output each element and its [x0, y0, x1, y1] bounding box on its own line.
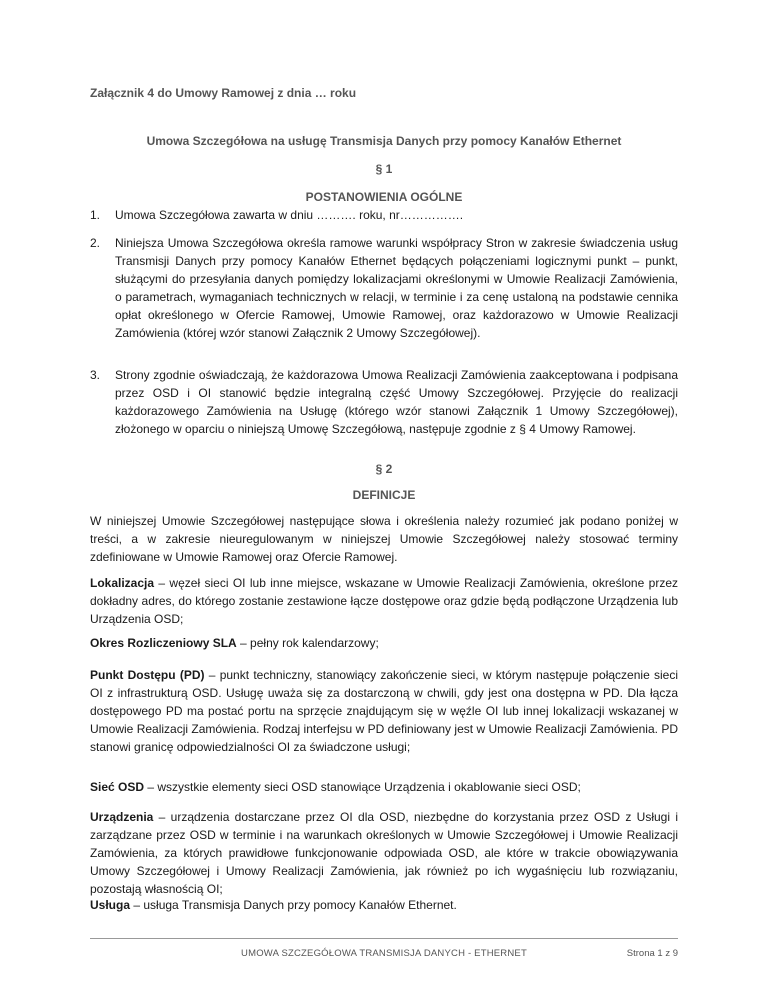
definition-term: Urządzenia	[90, 810, 154, 824]
list-item	[90, 234, 678, 342]
list-item-number: 1.	[90, 208, 101, 222]
definition-text: – usługa Transmisja Danych przy pomocy Kanałów Ethernet.	[130, 898, 457, 912]
page-number: Strona 1 z 9	[626, 948, 678, 959]
list-item	[90, 206, 678, 224]
definition-okres-rozliczeniowy	[90, 634, 678, 652]
list-item-text: Strony zgodnie oświadczają, że każdorazowa Umowa Realizacji Zamówienia zaakceptowana i podpisana przez OSD i OI stanowić będzie integralną część Umowy Szczegółowej. Przyjęcie do realizacji każdorazowego Zamówienia na Usługę (którego wzór stanowi Załącznik 1 Umowy Szczegółowej), złożonego w oparciu o niniejszą Umowę Szczegółową, następuje zgodnie z § 4 Umowy Ramowej.	[115, 368, 678, 436]
definition-siec-osd	[90, 778, 678, 796]
list-item-text: Niniejsza Umowa Szczegółowa określa ramowe warunki współpracy Stron w zakresie świadczenia usług Transmisji Danych przy pomocy Kanałów Ethernet będących połączeniami logicznymi punkt – punkt, służącymi do przesyłania danych pomiędzy lokalizacjami określonymi w Umowie Realizacji Zamówienia, o parametrach, wymaganiach technicznych w relacji, w terminie i za cenę ustaloną na podstawie cennika opłat określonego w Ofercie Ramowej, Umowie Ramowej, oraz każdorazowo w Umowie Realizacji Zamówienia (której wzór stanowi Załącznik 2 Umowy Szczegółowej).	[115, 236, 678, 340]
definitions-intro: W niniejszej Umowie Szczegółowej następujące słowa i określenia należy rozumieć jak podano poniżej w treści, a w zakresie nieuregulowanym w niniejszej Umowie Szczegółowej należy stosować terminy zdefiniowane w Umowie Ramowej oraz Ofercie Ramowej.	[90, 514, 678, 564]
definition-text: – urządzenia dostarczane przez OI dla OSD, niezbędne do korzystania przez OSD z Usługi i zarządzane przez OSD w terminie i na warunkach określonych w Umowie Szczegółowej i Umowie Realizacji Zamówienia, za których prawidłowe funkcjonowanie odpowiada OSD, ale które w trakcie obowiązywania Umowy Szczegółowej i Umowy Realizacji Zamówienia, jak również po ich wygaśnięciu lub rozwiązaniu, pozostają własnością OI;	[90, 810, 678, 896]
definition-term: Sieć OSD	[90, 780, 145, 794]
definition-term: Lokalizacja	[90, 576, 155, 590]
section-2-heading: DEFINICJE	[352, 488, 416, 502]
footer-title: UMOWA SZCZEGÓŁOWA TRANSMISJA DANYCH - ETHERNET	[241, 948, 527, 959]
definition-text: – punkt techniczny, stanowiący zakończenie sieci, w którym następuje połączenie sieci OI z infrastrukturą OSD. Usługę uważa się za dostarczoną w chwili, gdy jest ona dostępna w PD. Dla łącza dostępowego PD ma postać portu na sprzęcie znajdującym się w węźle OI lub innej lokalizacji wskazanej w Umowie Realizacji Zamówienia. Rodzaj interfejsu w PD definiowany jest w Umowie Realizacji Zamówienia. PD stanowi granicę odpowiedzialności OI za świadczone usługi;	[90, 668, 678, 754]
section-2-number: § 2	[375, 462, 393, 476]
definition-text: – węzeł sieci OI lub inne miejsce, wskazane w Umowie Realizacji Zamówienia, określone przez dokładny adres, do którego zostanie zestawione łącze dostępowe oraz gdzie będą podłączone Urządzenia lub Urządzenia OSD;	[90, 576, 678, 626]
annex-label: Załącznik 4 do Umowy Ramowej z dnia … roku	[90, 86, 357, 100]
definition-urzadzenia	[90, 808, 678, 898]
document-title: Umowa Szczegółowa na usługę Transmisja Danych przy pomocy Kanałów Ethernet	[146, 134, 622, 148]
section-1-heading: POSTANOWIENIA OGÓLNE	[305, 190, 463, 204]
definition-term: Okres Rozliczeniowy SLA	[90, 636, 237, 650]
list-item-number: 2.	[90, 236, 101, 250]
definition-text: – wszystkie elementy sieci OSD stanowiące Urządzenia i okablowanie sieci OSD;	[144, 780, 581, 794]
section-1-number: § 1	[375, 162, 393, 176]
definition-punkt-dostepu	[90, 666, 678, 756]
definition-term: Usługa	[90, 898, 131, 912]
definition-term: Punkt Dostępu (PD)	[90, 668, 205, 682]
definition-usluga	[90, 896, 678, 914]
definition-lokalizacja	[90, 574, 678, 628]
list-item-number: 3.	[90, 368, 101, 382]
list-item	[90, 366, 678, 438]
list-item-text: Umowa Szczegółowa zawarta w dniu ………. roku, nr…………….	[115, 208, 464, 222]
definition-text: – pełny rok kalendarzowy;	[236, 636, 379, 650]
footer-divider	[90, 938, 678, 939]
